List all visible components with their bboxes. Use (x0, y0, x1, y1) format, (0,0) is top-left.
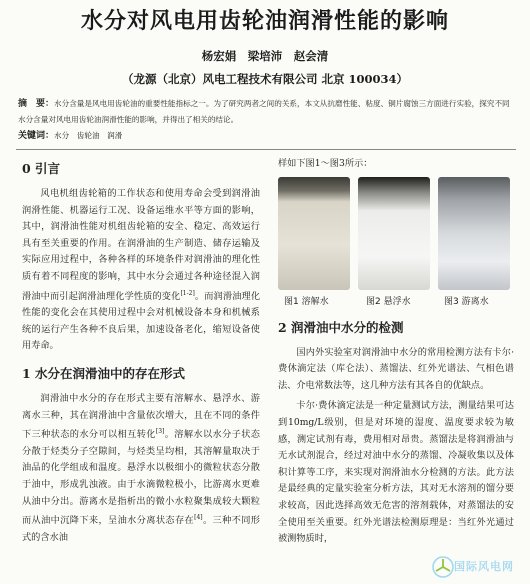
right-column (278, 156, 514, 548)
paper-title: 水分对风电用齿轮油润滑性能的影响 (80, 8, 449, 34)
header-divider (16, 149, 516, 150)
figure-2-image (358, 177, 430, 290)
keywords (18, 128, 516, 141)
watermark-text: 国际风电网 (454, 560, 514, 573)
figure-row (278, 177, 514, 315)
section-1-paragraph: 润滑油中水分的存在形式主要有溶解水、悬浮水、游离水三种，其在润滑油中含量依次增大，且在不同的条件下三种状态的水分可以相互转化[3]。溶解水以水分子状态分散于烃类分子空隙间，与烃类呈均相，其溶解量取决于油品的化学组成和温度。悬浮水以极细小的微粒状态分散于油中，形成乳浊液。由于水滴微粒极小，比游离水更难从油中分出。游离水是指析出的微小水粒聚集成较大颗粒而从油中沉降下来，呈油水分离状态存在[4]。三种不同形式的含水油 (22, 393, 260, 543)
abstract (18, 96, 516, 127)
section-0-paragraph: 风电机组齿轮箱的工作状态和使用寿命会受到润滑油润滑性能、机器运行工况、设备运维水平等方面的影响，其中，润滑油性能对机组齿轮箱的安全、稳定、高效运行具有至关重要的作用。在润滑油的生产制造、储存运输及实际应用过程中，各种各样的环境条件对润滑油的理化性质有着不同程度的影响，其中水分会通过各种途径混入润滑油中而引起润滑油理化学性质的变化[1-2]。而润滑油理化性能的变化会在其使用过程中会对机械设备本身和机械系统的运行产生各种不良后果，加速设备老化，缩短设备使用寿命。 (22, 188, 261, 352)
citation: [3] (155, 428, 165, 436)
keywords-label: 关键词： (18, 131, 55, 141)
figure-1-image (278, 177, 350, 290)
keywords-text: 水分 齿轮油 润滑 (54, 131, 123, 140)
abstract-label: 摘 要： (18, 99, 55, 109)
figure-3-image (438, 177, 510, 290)
section-2-heading: 2 润滑油中水分的检测 (278, 319, 404, 335)
section-2-paragraph-2: 卡尔·费休滴定法是一种定量测试方法，测量结果可达到10mg/L级别，但是对环境的湿度、温度要求较为敏感，测定试剂有毒，费用相对昂贵。蒸馏法是将润滑油与无水试剂混合，经过对油中水分的蒸馏、冷凝收集以及体积计算等工序，来实现对润滑油水分检测的方法。此方法是最经典的定量实验室分析方法，其对无水溶剂的馏分要求较高，因此选择高效无危害的溶剂载体，对蒸馏法的安全使用至关重要。红外光谱法检测原理是：当红外光通过被测物质时， (278, 400, 514, 545)
section-0-heading: 0 引言 (22, 161, 61, 176)
wind-turbine-logo-icon (432, 556, 454, 578)
abstract-text: 水分含量是风电用齿轮油的重要性能指标之一。为了研究两者之间的关系，本文从抗磨性能、粘度、铜片腐蚀三方面进行实验，探究不同水分含量对风电用齿轮油润滑性能的影响，并得出了相关的结论。 (18, 99, 510, 124)
watermark (432, 552, 528, 582)
left-column (22, 156, 260, 546)
affiliation: （龙源（北京）风电工程技术有限公司 北京 100034） (121, 72, 408, 86)
figure-intro: 样如下图1～图3所示： (278, 158, 373, 169)
figure-3-caption: 图3 游离水 (444, 296, 489, 307)
figure-1-caption: 图1 溶解水 (284, 296, 329, 307)
section-1-heading: 1 水分在润滑油中的存在形式 (22, 366, 186, 381)
citation: [1-2] (180, 289, 195, 297)
figure-2-caption: 图2 悬浮水 (366, 296, 411, 307)
section-2-paragraph-1: 国内外实验室对润滑油中水分的常用检测方法有卡尔·费休滴定法（库仑法）、蒸馏法、红外光谱法、气相色谱法、介电常数法等，这几种方法有其各自的优缺点。 (278, 346, 514, 391)
author-list: 杨宏娟 梁培沛 赵会清 (201, 49, 329, 63)
citation: [4] (194, 514, 203, 522)
